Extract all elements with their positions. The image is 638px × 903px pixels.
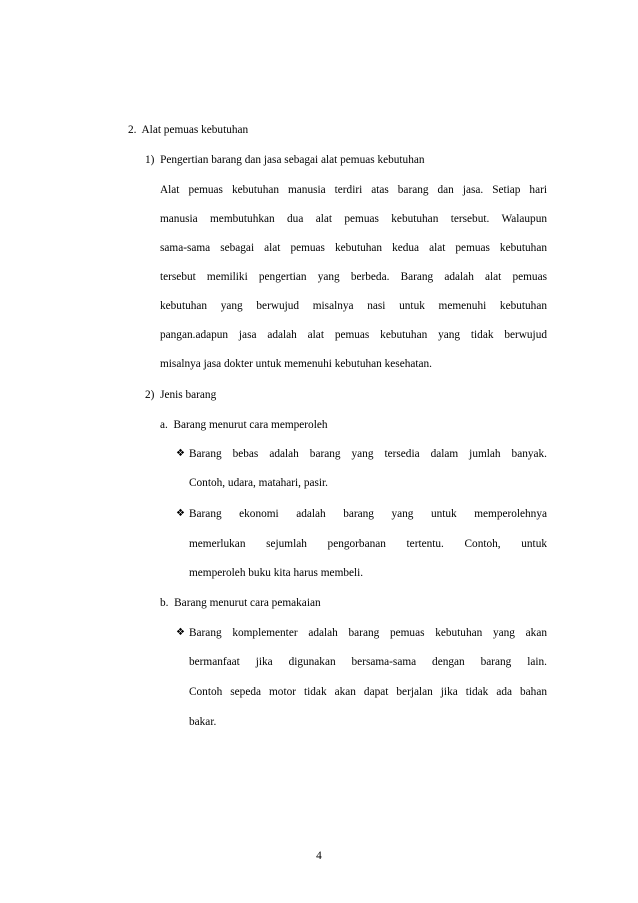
item-b-heading — [160, 596, 321, 610]
paragraph-line: kebutuhan yang berwujud misalnya nasi untuk memenuhi kebutuhan — [160, 300, 547, 312]
bullet-line: Barang bebas adalah barang yang tersedia dalam jumlah banyak. — [189, 448, 547, 460]
item-b-letter: b. — [160, 597, 169, 609]
bullet-line: bermanfaat jika digunakan bersama-sama dengan barang lain. — [189, 656, 547, 668]
section-number: 2. — [128, 124, 137, 136]
item-b-title: Barang menurut cara pemakaian — [174, 597, 321, 609]
paragraph-line: pangan.adapun jasa adalah alat pemuas kebutuhan yang tidak berwujud — [160, 329, 547, 341]
subsection-2-heading — [145, 388, 216, 402]
bullet-line: memperoleh buku kita harus membeli. — [189, 567, 364, 579]
paragraph-line: tersebut memiliki pengertian yang berbeda. Barang adalah alat pemuas — [160, 271, 547, 283]
bullet-line: Contoh, udara, matahari, pasir. — [189, 477, 328, 489]
paragraph-line: misalnya jasa dokter untuk memenuhi kebutuhan kesehatan. — [160, 358, 432, 370]
subsection-2-title: Jenis barang — [160, 389, 217, 401]
paragraph-line: manusia membutuhkan dua alat pemuas kebutuhan tersebut. Walaupun — [160, 213, 547, 225]
subsection-1-number: 1) — [145, 154, 155, 166]
diamond-bullet-icon: ❖ — [176, 627, 185, 638]
bullet-line: bakar. — [189, 716, 217, 728]
item-a-title: Barang menurut cara memperoleh — [173, 419, 328, 431]
section-heading — [128, 123, 248, 137]
diamond-bullet-icon: ❖ — [176, 448, 185, 459]
bullet-line: Barang komplementer adalah barang pemuas kebutuhan yang akan — [189, 627, 547, 639]
paragraph-line: Alat pemuas kebutuhan manusia terdiri atas barang dan jasa. Setiap hari — [160, 184, 547, 196]
subsection-2-number: 2) — [145, 389, 155, 401]
section-title: Alat pemuas kebutuhan — [141, 124, 249, 136]
bullet-line: memerlukan sejumlah pengorbanan tertentu. Contoh, untuk — [189, 538, 547, 550]
diamond-bullet-icon: ❖ — [176, 508, 185, 519]
subsection-1-heading — [145, 153, 425, 167]
bullet-line: Contoh sepeda motor tidak akan dapat berjalan jika tidak ada bahan — [189, 686, 547, 698]
page-number: 4 — [316, 850, 322, 862]
paragraph-line: sama-sama sebagai alat pemuas kebutuhan kedua alat pemuas kebutuhan — [160, 242, 547, 254]
item-a-letter: a. — [160, 419, 168, 431]
subsection-1-title: Pengertian barang dan jasa sebagai alat pemuas kebutuhan — [160, 154, 425, 166]
item-a-heading — [160, 418, 328, 432]
bullet-line: Barang ekonomi adalah barang yang untuk memperolehnya — [189, 508, 547, 520]
